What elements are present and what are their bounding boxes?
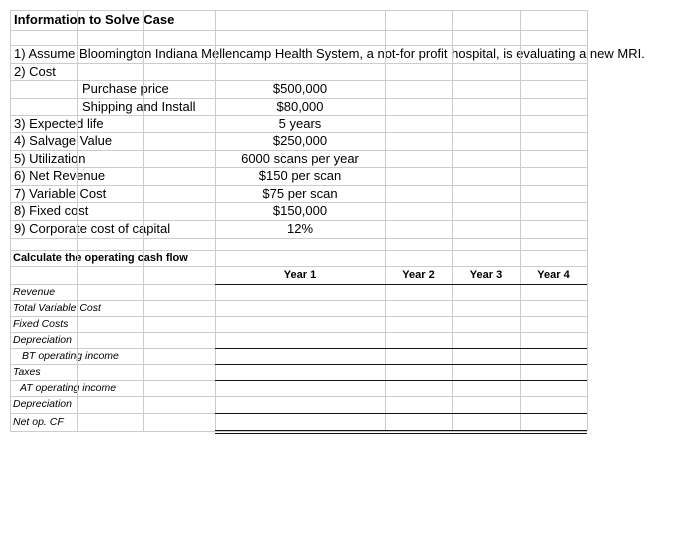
year-header-2: Year 2 (402, 269, 435, 281)
cash-flow-row-bt-operating-income: BT operating income (22, 350, 119, 362)
info-value-purchase-price: $500,000 (272, 81, 328, 96)
year-header-4: Year 4 (537, 269, 570, 281)
info-label-utilization: 5) Utilization (14, 151, 86, 166)
info-value-net-revenue: $150 per scan (258, 168, 342, 183)
cash-flow-row-depreciation: Depreciation (13, 334, 72, 346)
info-value-shipping-install: $80,000 (276, 99, 324, 114)
cash-flow-row-taxes: Taxes (13, 366, 41, 378)
case-statement: 1) Assume Bloomington Indiana Mellencamp Health System, a not-for profit hospital, is evaluating a new MRI. (14, 46, 645, 61)
info-value-variable-cost: $75 per scan (262, 186, 338, 201)
year-header-1: Year 1 (283, 269, 317, 281)
sheet-title: Information to Solve Case (14, 12, 175, 27)
info-value-utilization: 6000 scans per year (241, 151, 359, 166)
info-label-purchase-price: Purchase price (82, 81, 169, 96)
info-value-fixed-cost: $150,000 (272, 203, 328, 218)
info-label-salvage-value: 4) Salvage Value (14, 133, 113, 148)
info-label-cost-of-capital: 9) Corporate cost of capital (14, 221, 171, 236)
cash-flow-row-net-op-cf: Net op. CF (13, 416, 64, 428)
cash-flow-heading: Calculate the operating cash flow (13, 252, 188, 264)
cash-flow-row-depreciation-addback: Depreciation (13, 398, 72, 410)
cash-flow-row-at-operating-income: AT operating income (20, 382, 117, 394)
cash-flow-row-fixed-costs: Fixed Costs (13, 318, 69, 330)
info-value-expected-life: 5 years (278, 116, 322, 131)
cash-flow-row-revenue: Revenue (13, 286, 56, 298)
info-label-expected-life: 3) Expected life (14, 116, 104, 131)
info-label-variable-cost: 7) Variable Cost (14, 186, 107, 201)
info-label-fixed-cost: 8) Fixed cost (14, 203, 89, 218)
info-value-salvage-value: $250,000 (272, 133, 328, 148)
cash-flow-row-total-variable-cost: Total Variable Cost (13, 302, 101, 314)
info-label-net-revenue: 6) Net Revenue (14, 168, 106, 183)
cost-section-label: 2) Cost (14, 64, 56, 79)
info-label-shipping-install: Shipping and Install (82, 99, 196, 114)
year-header-3: Year 3 (469, 269, 503, 281)
info-value-cost-of-capital: 12% (286, 221, 314, 236)
